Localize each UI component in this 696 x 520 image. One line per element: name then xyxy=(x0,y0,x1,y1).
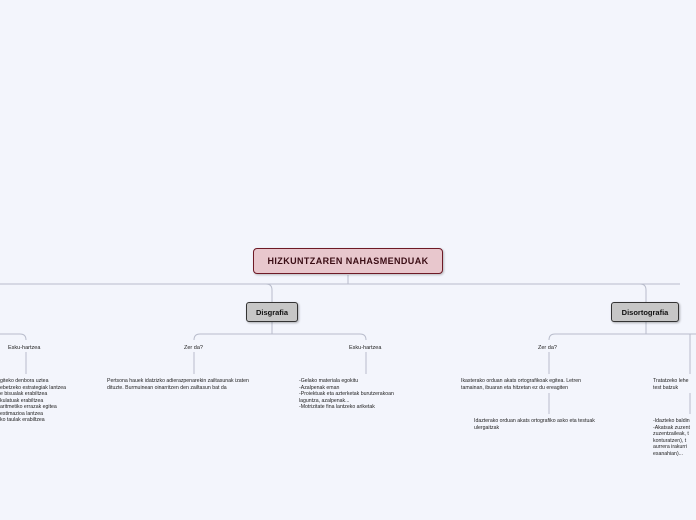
disortografia-right-text2: -Idazteko baldin -Akatsak zuzent zuzentzaileak, t konturatzen), t aurrera irakurri esanahian)... xyxy=(653,418,690,457)
root-title: HIZKUNTZAREN NAHASMENDUAK xyxy=(267,256,429,266)
root-node[interactable] xyxy=(253,248,443,274)
disgrafia-zerda-node[interactable] xyxy=(184,345,203,351)
disgrafia-eskuhartzea-node[interactable] xyxy=(349,345,381,351)
disortografia-zerda-text: Ikasterako orduan akats ortografikoak egitea. Letren tamainan, ibuaran eta hitzetan ez du ereagiten xyxy=(461,378,581,391)
disgrafia-zerda-title: Zer da? xyxy=(184,345,203,351)
disortografia-zerda-text2: Idazterako orduan akats ortografiko asko eta testuak ulergaitzak xyxy=(474,418,595,431)
branch-disortografia-title: Disortografia xyxy=(621,307,669,317)
connector-disortografia-bus xyxy=(549,334,696,340)
connector-bus-disgrafia xyxy=(266,284,272,302)
left-eskuhartzea-text: gitekо denbora uztea ebetzeko estrategiak lantzea e bisualak erabiltzea kulatuak erabiltzea aritmetiko errazak egitea estimazioa lantzea ko taulak erabiltzea xyxy=(0,378,67,423)
disortografia-zerda-node[interactable] xyxy=(538,345,557,351)
left-eskuhartzea-node[interactable] xyxy=(8,345,40,351)
disortografia-zerda-title: Zer da? xyxy=(538,345,557,351)
disgrafia-zerda-text: Pertsona hauek idatzizko adierazpenarekin zailtasunak izaten dituzte. Burmuinean oinarritzen den zailtasun bat da xyxy=(107,378,249,391)
disgrafia-eskuhartzea-title: Esku-hartzea xyxy=(349,345,382,351)
connector-disgrafia-bus xyxy=(194,334,366,340)
branch-disortografia[interactable] xyxy=(611,302,679,322)
branch-disgrafia-title: Disgrafia xyxy=(255,307,289,317)
connector-bus-disortografia xyxy=(640,284,646,302)
disgrafia-eskuhartzea-text: -Gelako materiala egokitu -Azalpenak eman -Proiektuak eta azterketak burutzerakoan laguntza, azalpenak... -Motrizitate fina lantzeko ariketak xyxy=(299,378,394,410)
branch-disgrafia[interactable] xyxy=(246,302,298,322)
connector-left-bus xyxy=(0,334,26,340)
disortografia-right-text: Tratatzeko lehe test batzuk xyxy=(653,378,689,391)
left-eskuhartzea-title: Esku-hartzea xyxy=(8,345,41,351)
